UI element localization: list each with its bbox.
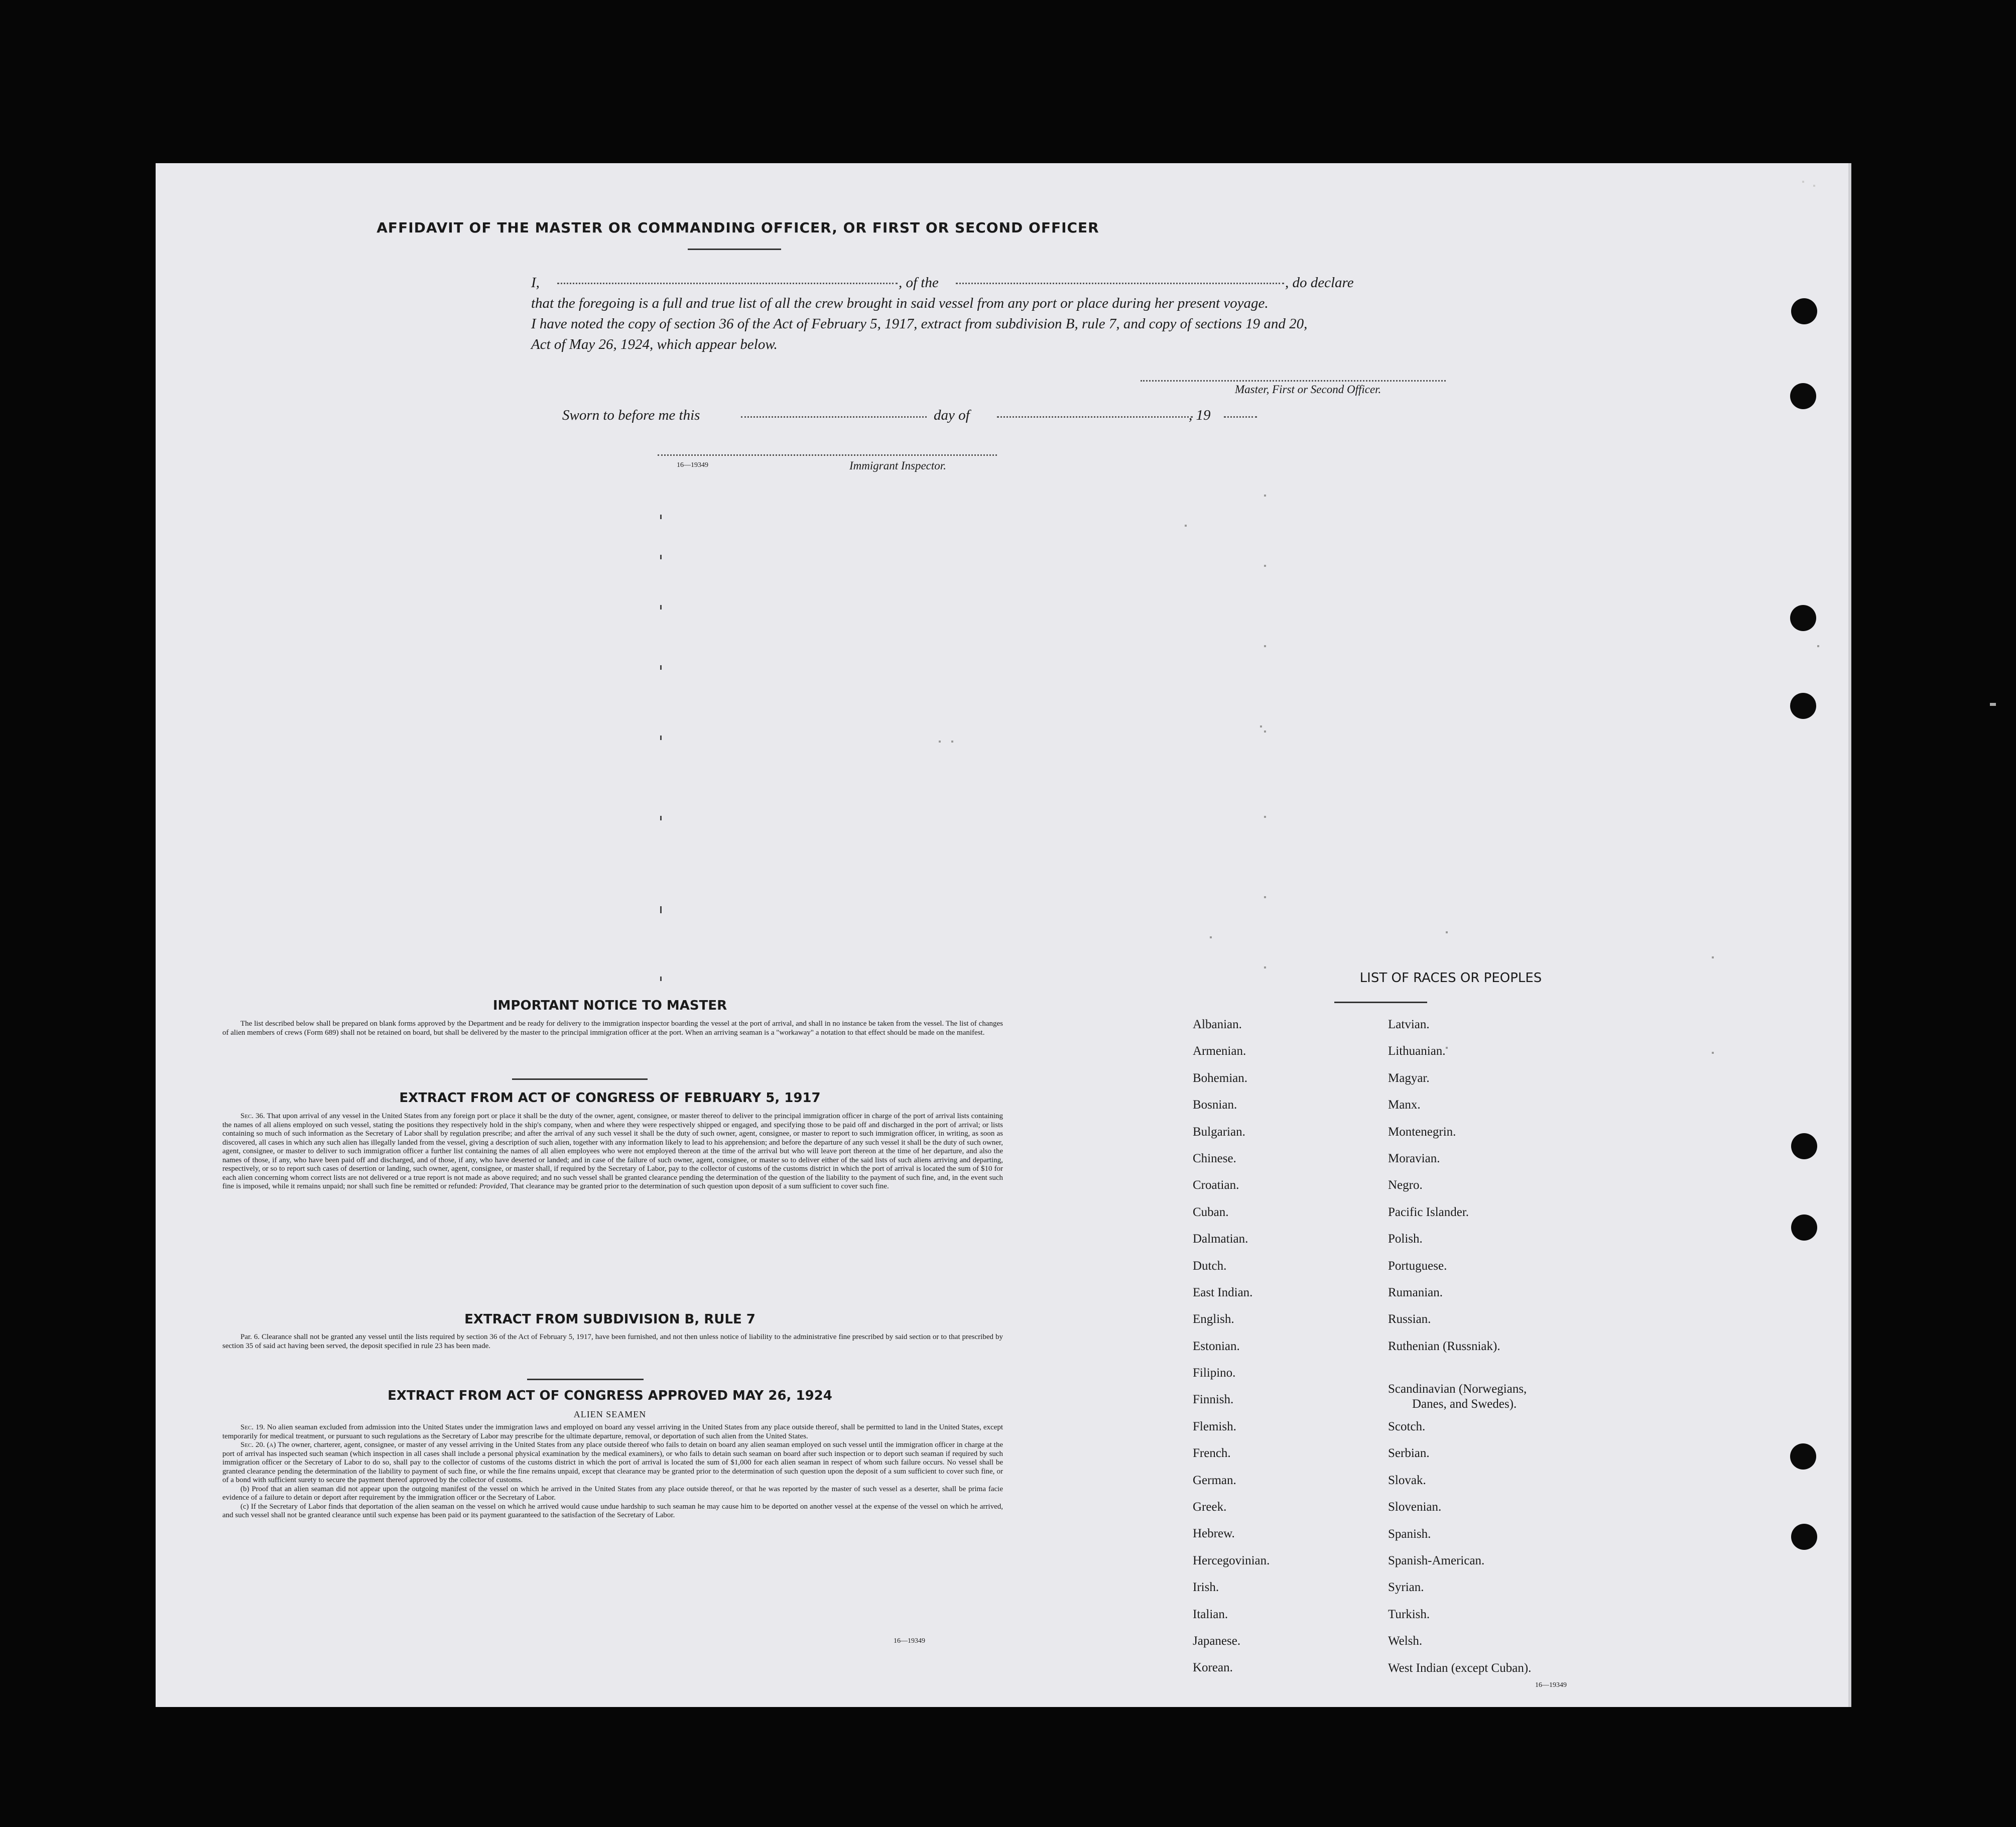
mark	[660, 736, 662, 740]
race-item: Portuguese.	[1388, 1259, 1447, 1273]
sworn-month-blank	[997, 416, 1193, 418]
extract-1924-text	[222, 1423, 1003, 1520]
vessel-blank	[956, 283, 1284, 284]
mark	[1712, 956, 1714, 958]
race-item: Korean.	[1193, 1661, 1233, 1675]
race-item: Magyar.	[1388, 1071, 1430, 1085]
mark	[1813, 185, 1815, 187]
race-item: Hebrew.	[1193, 1527, 1235, 1541]
race-item: Slovenian.	[1388, 1500, 1442, 1514]
notice-heading: IMPORTANT NOTICE TO MASTER	[492, 998, 727, 1013]
punch-hole	[1790, 383, 1816, 409]
race-item: Montenegrin.	[1388, 1125, 1456, 1139]
race-item: Negro.	[1388, 1178, 1423, 1192]
mark	[1817, 645, 1819, 647]
rule7-text	[222, 1333, 1003, 1351]
race-item: Pacific Islander.	[1388, 1205, 1469, 1219]
mark	[1264, 730, 1266, 733]
race-item: Manx.	[1388, 1098, 1421, 1112]
mark	[660, 906, 662, 913]
punch-hole	[1791, 298, 1817, 324]
race-item: Flemish.	[1193, 1419, 1236, 1433]
race-item: Latvian.	[1388, 1018, 1430, 1031]
race-item: Bohemian.	[1193, 1071, 1248, 1085]
punch-hole	[1791, 1524, 1817, 1550]
extract-form-number: 16—19349	[894, 1637, 925, 1645]
race-item: Italian.	[1193, 1607, 1228, 1621]
race-item: Spanish.	[1388, 1527, 1431, 1541]
sworn-year-blank	[1224, 416, 1257, 418]
page-edge	[1848, 163, 1851, 1707]
race-item: Greek.	[1193, 1500, 1227, 1514]
punch-hole	[1790, 693, 1816, 719]
sworn-day-blank	[741, 416, 927, 418]
sworn-text: Sworn to before me this	[562, 407, 700, 423]
mark	[951, 741, 953, 743]
race-item-scandinavian	[1388, 1382, 1527, 1412]
race-item: Armenian.	[1193, 1044, 1246, 1058]
mark	[660, 977, 662, 981]
extract-1924-heading: EXTRACT FROM ACT OF CONGRESS APPROVED MAY 26, 1924	[388, 1388, 832, 1403]
race-item: West Indian (except Cuban).	[1388, 1661, 1532, 1675]
sec-20c-text: (c) If the Secretary of Labor finds that deportation of the alien seaman on the vessel on which he arrived would cause undue hardship to such seaman he may cause him to be deported on another vessel at the expense of the vessel on which he arrived, and such vessel shall not be granted clearance until such expense has been paid or its payment guaranteed to the satisfaction of the Secretary of Labor.	[222, 1502, 1003, 1519]
name-blank	[557, 283, 898, 284]
race-item: Croatian.	[1193, 1178, 1239, 1192]
affidavit-line-2: that the foregoing is a full and true list of all the crew brought in said vessel from any port or place during her present voyage.	[531, 295, 1269, 311]
affidavit-form-number: 16—19349	[677, 461, 708, 469]
race-item: Serbian.	[1388, 1446, 1430, 1460]
race-item: Syrian.	[1388, 1580, 1424, 1595]
alien-seamen-subheading: ALIEN SEAMEN	[573, 1409, 647, 1419]
sec-36-text: That upon arrival of any vessel in the United States from any foreign port or place it shall be the duty of the owner, agent, consignee, or master thereof to deliver to the principal immigration officer in charge of the port of arrival lists containing the names of all aliens employed on such vessel, stating the positions they respectively hold in the ship's company, when and where they were respectively shipped or engaged, and specifying those to be paid off and discharged in the port of arrival; or lists containing so much of such information as the Secretary of Labor shall by regulation prescribe; and after the arrival of any such vessel it shall be the duty of such owner, agent, consignee, or master to report to such immigration officer, in writing, as soon as discovered, all cases in which any such alien has illegally landed from the vessel, giving a description of such alien, together with any information likely to lead to his apprehension; and before the departure of any such vessel it shall be the duty of such owner, agent, consignee, or master to deliver to such immigration officer a further list containing the names of all alien employees who were not employed thereon at the time of the arrival but who will leave port thereon at the time of her departure, and also the names of those, if any, who have been paid off and discharged, and of those, if any, who have deserted or landed; and in case of the failure of such owner, agent, consignee, or master so to deliver either of the said lists of such aliens arriving and departing, respectively, or so to report such cases of desertion or landing, such owner, agent, consignee, or master shall, if required by the Secretary of Labor, pay to the collector of customs of the customs district in which the port of arrival is located the sum of $10 for each alien concerning whom correct lists are not delivered or a true report is not made as above required; and no such vessel shall be granted clearance pending the determination of the question of the liability to the payment of such fine, and, in the event such fine is imposed, while it remains unpaid; nor shall such fine be remitted or refunded:	[222, 1112, 1003, 1190]
scandinavian-line-2: Danes, and Swedes).	[1412, 1397, 1517, 1411]
mark	[1264, 565, 1266, 567]
race-item: Irish.	[1193, 1580, 1219, 1595]
race-item: Turkish.	[1388, 1607, 1430, 1621]
mark	[1264, 896, 1266, 898]
master-signature-label: Master, First or Second Officer.	[1235, 383, 1381, 396]
notice-paragraph: The list described below shall be prepared on blank forms approved by the Department and be ready for delivery to the immigration inspector boarding the vessel at the port of arrival, and shall in no instance be taken from the vessel. The list of changes of alien members of crews (Form 689) shall not be retained on board, but shall be delivered by the master to the principal immigration officer at the port. When an arriving seaman is a "workaway" a notation to that effect should be made on the manifest.	[222, 1020, 1003, 1037]
inspector-label: Immigrant Inspector.	[849, 459, 946, 472]
race-item: Filipino.	[1193, 1366, 1236, 1380]
race-item: Slovak.	[1388, 1473, 1426, 1487]
race-item: Scotch.	[1388, 1420, 1426, 1433]
sec-19-text: No alien seaman excluded from admission into the United States under the immigration laws and employed on board any vessel arriving in the United States from any place outside thereof, shall be permitted to land in the United States, except temporarily for medical treatment, or pursuant to such regulations as the Secretary of Labor may prescribe for the ultimate departure, removal, or deportation of such alien from the United States.	[222, 1423, 1003, 1440]
mark	[1712, 1052, 1714, 1054]
section-rule	[512, 1078, 648, 1080]
sec-19-label: Sec. 19.	[240, 1423, 265, 1431]
form-page	[156, 163, 1848, 1707]
affidavit-line-4: Act of May 26, 1924, which appear below.	[531, 336, 778, 352]
race-item: Dutch.	[1193, 1259, 1227, 1273]
extract-1917-heading: EXTRACT FROM ACT OF CONGRESS OF FEBRUARY 5, 1917	[399, 1090, 821, 1106]
race-item: East Indian.	[1193, 1285, 1253, 1299]
mark	[1990, 703, 1996, 706]
mark	[660, 665, 662, 670]
race-item: English.	[1193, 1312, 1234, 1326]
races-column-2-top	[1388, 1011, 1500, 1360]
affidavit-line-3: I have noted the copy of section 36 of the Act of February 5, 1917, extract from subdivision B, rule 7, and copy of sections 19 and 20,	[531, 316, 1308, 332]
punch-hole	[1790, 1443, 1816, 1470]
rule7-heading: EXTRACT FROM SUBDIVISION B, RULE 7	[464, 1312, 755, 1327]
mark	[660, 555, 662, 559]
affidavit-i: I,	[531, 275, 540, 291]
punch-hole	[1791, 1133, 1817, 1159]
races-column-1	[1193, 1011, 1270, 1681]
sec-20a-label: Sec. 20. (a)	[240, 1441, 276, 1449]
races-heading: LIST OF RACES OR PEOPLES	[1359, 970, 1542, 986]
affidavit-title: AFFIDAVIT OF THE MASTER OR COMMANDING OFFICER, OR FIRST OR SECOND OFFICER	[376, 219, 1099, 236]
race-item: Spanish-American.	[1388, 1553, 1485, 1567]
races-rule	[1334, 1002, 1427, 1003]
race-item: Finnish.	[1193, 1393, 1234, 1407]
affidavit-of-the: , of the	[899, 275, 939, 291]
race-item: French.	[1193, 1446, 1231, 1460]
mark	[1802, 181, 1804, 183]
races-column-2-bottom	[1388, 1413, 1531, 1681]
race-item: German.	[1193, 1473, 1236, 1487]
race-item: Polish.	[1388, 1232, 1423, 1246]
sec-20b-text: (b) Proof that an alien seaman did not appear upon the outgoing manifest of the vessel on which he arrived in the United States from any place outside thereof, or that he was reported by the master of such vessel as a deserter, shall be prima facie evidence of a failure to detain or deport after requirement by the immigration officer or the Secretary of Labor.	[222, 1485, 1003, 1502]
inspector-signature-line	[658, 454, 997, 456]
mark	[660, 515, 662, 519]
proviso-text: That clearance may be granted prior to the determination of such question upon deposit of a sum sufficient to cover such fine.	[510, 1182, 889, 1190]
mark	[660, 816, 662, 820]
race-item: Ruthenian (Russniak).	[1388, 1339, 1500, 1353]
races-form-number: 16—19349	[1535, 1681, 1567, 1689]
mark	[1264, 966, 1266, 968]
section-rule	[527, 1379, 644, 1380]
race-item: Rumanian.	[1388, 1285, 1443, 1299]
race-item: Bulgarian.	[1193, 1125, 1245, 1139]
mark	[1260, 725, 1262, 727]
mark	[1264, 645, 1266, 647]
sec-36-label: Sec. 36.	[240, 1112, 265, 1120]
race-item: Albanian.	[1193, 1018, 1242, 1031]
mark	[939, 741, 941, 743]
mark	[1264, 816, 1266, 818]
mark	[1185, 525, 1187, 527]
punch-hole	[1791, 1214, 1817, 1241]
mark	[1446, 931, 1448, 933]
race-item: Cuban.	[1193, 1205, 1229, 1219]
sworn-day-label: day of	[934, 407, 970, 423]
notice-text	[222, 1020, 1003, 1037]
race-item: Japanese.	[1193, 1634, 1241, 1648]
scandinavian-line-1: Scandinavian (Norwegians,	[1388, 1382, 1527, 1396]
race-item: Estonian.	[1193, 1339, 1240, 1353]
sworn-year-label: , 19	[1189, 407, 1211, 423]
mark	[660, 605, 662, 610]
mark	[1210, 936, 1212, 938]
race-item: Welsh.	[1388, 1634, 1423, 1648]
rule7-paragraph: Par. 6. Clearance shall not be granted any vessel until the lists required by section 36 of the Act of February 5, 1917, have been furnished, and not then unless notice of liability to the administrative fine prescribed by said section or to that prescribed by section 35 of said act having been served, the deposit specified in rule 23 has been made.	[222, 1333, 1003, 1350]
race-item: Hercegovinian.	[1193, 1553, 1270, 1567]
race-item: Chinese.	[1193, 1151, 1236, 1165]
affidavit-do-declare: , do declare	[1285, 275, 1354, 291]
race-item: Russian.	[1388, 1312, 1431, 1326]
race-item: Moravian.	[1388, 1151, 1440, 1165]
proviso-label: Provided,	[479, 1182, 509, 1190]
extract-1917-text	[222, 1112, 1003, 1191]
race-item: Dalmatian.	[1193, 1232, 1248, 1246]
master-signature-line	[1141, 380, 1446, 382]
race-item: Bosnian.	[1193, 1098, 1237, 1112]
sec-20a-text: The owner, charterer, agent, consignee, or master of any vessel arriving in the United States from any place outside thereof who fails to detain on board any alien seaman employed on such vessel until the immigration officer in charge at the port of arrival has inspected such seaman (which inspection in all cases shall include a personal physical examination by the medical examiners), or who fails to detain such seaman on board after such inspection or to deport such seaman if required by such immigration officer or the Secretary of Labor to do so, shall pay to the collector of customs of the customs district in which the port of arrival is located the sum of $1,000 for each alien seaman in respect of whom such failure occurs. No vessel shall be granted clearance pending the determination of the liability to payment of such fine, or while the fine remains unpaid, except that clearance may be granted prior to the determination of such question upon the deposit of a sum sufficient to cover such fine, or of a bond with sufficient surety to secure the payment thereof approved by the collector of customs.	[222, 1441, 1003, 1484]
title-rule	[688, 249, 781, 250]
punch-hole	[1790, 605, 1816, 631]
race-item: Lithuanian.	[1388, 1044, 1446, 1058]
mark	[1264, 495, 1266, 497]
